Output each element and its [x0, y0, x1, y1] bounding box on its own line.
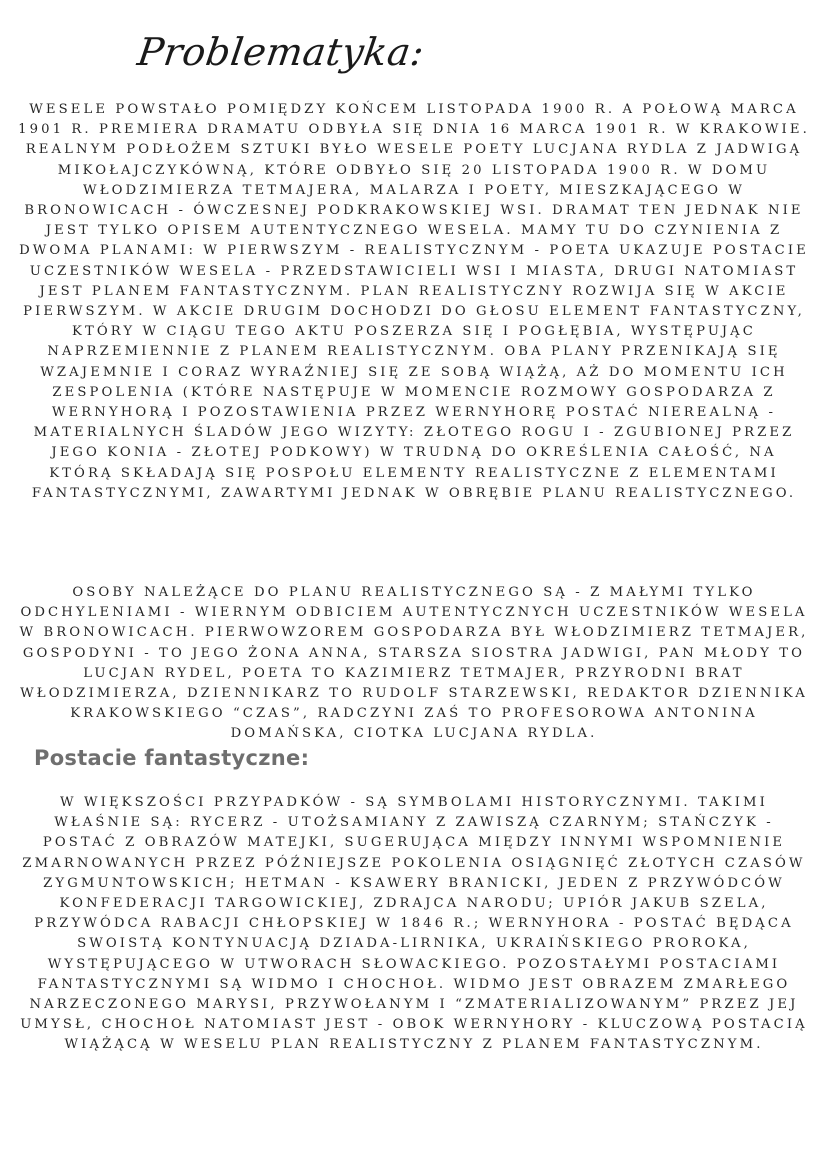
fantasy-characters-heading: Postacie fantastyczne: [34, 746, 310, 770]
realistic-characters-paragraph: OSOBY NALEŻĄCE DO PLANU REALISTYCZNEGO SĄ - Z MAŁYMI TYLKO ODCHYLENIAMI - WIERNYM ODBICIEM AUTENTYCZNYCH UCZESTNIKÓW WESELA W BRONOWICACH. PIERWOWZOREM GOSPODARZA BYŁ WŁODZIMIERZ TETMAJER, GOSPODYNI - TO JEGO ŻONA ANNA, STARSZA SIOSTRA JADWIGI, PAN MŁODY TO LUCJAN RYDEL, POETA TO KAZIMIERZ TETMAJER, PRZYRODNI BRAT WŁODZIMIERZA, DZIENNIKARZ TO RUDOLF STARZEWSKI, REDAKTOR DZIENNIKA KRAKOWSKIEGO “CZAS”, RADCZYNI ZAŚ TO PROFESOROWA ANTONINA DOMAŃSKA, CIOTKA LUCJANA RYDLA. [19, 585, 809, 742]
fantasy-characters-paragraph: W WIĘKSZOŚCI PRZYPADKÓW - SĄ SYMBOLAMI HISTORYCZNYMI. TAKIMI WŁAŚNIE SĄ: RYCERZ - UTOŻSAMIANY Z ZAWISZĄ CZARNYM; STAŃCZYK - POSTAĆ Z OBRAZÓW MATEJKI, SUGERUJĄCA MIĘDZY INNYMI WSPOMNIENIE ZMARNOWANYCH PRZEZ PÓŹNIEJSZE POKOLENIA OSIĄGNIĘĆ ZŁOTYCH CZASÓW ZYGMUNTOWSKICH; HETMAN - KSAWERY BRANICKI, JEDEN Z PRZYWÓDCÓW KONFEDERACJI TARGOWICKIEJ, ZDRAJCA NARODU; UPIÓR JAKUB SZELA, PRZYWÓDCA RABACJI CHŁOPSKIEJ W 1846 R.; WERNYHORA - POSTAĆ BĘDĄCA SWOISTĄ KONTYNUACJĄ DZIADA-LIRNIKA, UKRAIŃSKIEGO PROROKA, WYSTĘPUJĄCEGO W UTWORACH SŁOWACKIEGO. POZOSTAŁYMI POSTACIAMI FANTASTYCZNYMI SĄ WIDMO I CHOCHOŁ. WIDMO JEST OBRAZEM ZMARŁEGO NARZECZONEGO MARYSI, PRZYWOŁANYM I “ZMATERIALIZOWANYM” PRZEZ JEJ UMYSŁ, CHOCHOŁ NATOMIAST JEST - OBOK WERNYHORY - KLUCZOWĄ POSTACIĄ WIĄŻĄCĄ W WESELU PLAN REALISTYCZNY Z PLANEM FANTASTYCZNYM. [20, 795, 808, 1053]
problematyka-heading: Problematyka: [134, 30, 428, 74]
intro-paragraph: WESELE POWSTAŁO POMIĘDZY KOŃCEM LISTOPADA 1900 R. A POŁOWĄ MARCA 1901 R. PREMIERA DRAMATU ODBYŁA SIĘ DNIA 16 MARCA 1901 R. W KRAKOWIE. REALNYM PODŁOŻEM SZTUKI BYŁO WESELE POETY LUCJANA RYDLA Z JADWIGĄ MIKOŁAJCZYKÓWNĄ, KTÓRE ODBYŁO SIĘ 20 LISTOPADA 1900 R. W DOMU WŁODZIMIERZA TETMAJERA, MALARZA I POETY, MIESZKAJĄCEGO W BRONOWICACH - ÓWCZESNEJ PODKRAKOWSKIEJ WSI. DRAMAT TEN JEDNAK NIE JEST TYLKO OPISEM AUTENTYCZNEGO WESELA. MAMY TU DO CZYNIENIA Z DWOMA PLANAMI: W PIERWSZYM - REALISTYCZNYM - POETA UKAZUJE POSTACIE UCZESTNIKÓW WESELA - PRZEDSTAWICIELI WSI I MIASTA, DRUGI NATOMIAST JEST PLANEM FANTASTYCZNYM. PLAN REALISTYCZNY ROZWIJA SIĘ W AKCIE PIERWSZYM. W AKCIE DRUGIM DOCHODZI DO GŁOSU ELEMENT FANTASTYCZNY, KTÓRY W CIĄGU TEGO AKTU POSZERZA SIĘ I POGŁĘBIA, WYSTĘPUJĄC NAPRZEMIENNIE Z PLANEM REALISTYCZNYM. OBA PLANY PRZENIKAJĄ SIĘ WZAJEMNIE I CORAZ WYRAŹNIEJ SIĘ ZE SOBĄ WIĄŻĄ, AŻ DO MOMENTU ICH ZESPOLENIA (KTÓRE NASTĘPUJE W MOMENCIE ROZMOWY GOSPODARZA Z WERNYHORĄ I POZOSTAWIENIA PRZEZ WERNYHORĘ POSTAĆ NIEREALNĄ - MATERIALNYCH ŚLADÓW JEGO WIZYTY: ZŁOTEGO ROGU I - ZGUBIONEJ PRZEZ JEGO KONIA - ZŁOTEJ PODKOWY) W TRUDNĄ DO OKREŚLENIA CAŁOŚĆ, NA KTÓRĄ SKŁADAJĄ SIĘ POSPOŁU ELEMENTY REALISTYCZNE Z ELEMENTAMI FANTASTYCZNYMI, ZAWARTYMI JEDNAK W OBRĘBIE PLANU REALISTYCZNEGO. [18, 102, 810, 501]
